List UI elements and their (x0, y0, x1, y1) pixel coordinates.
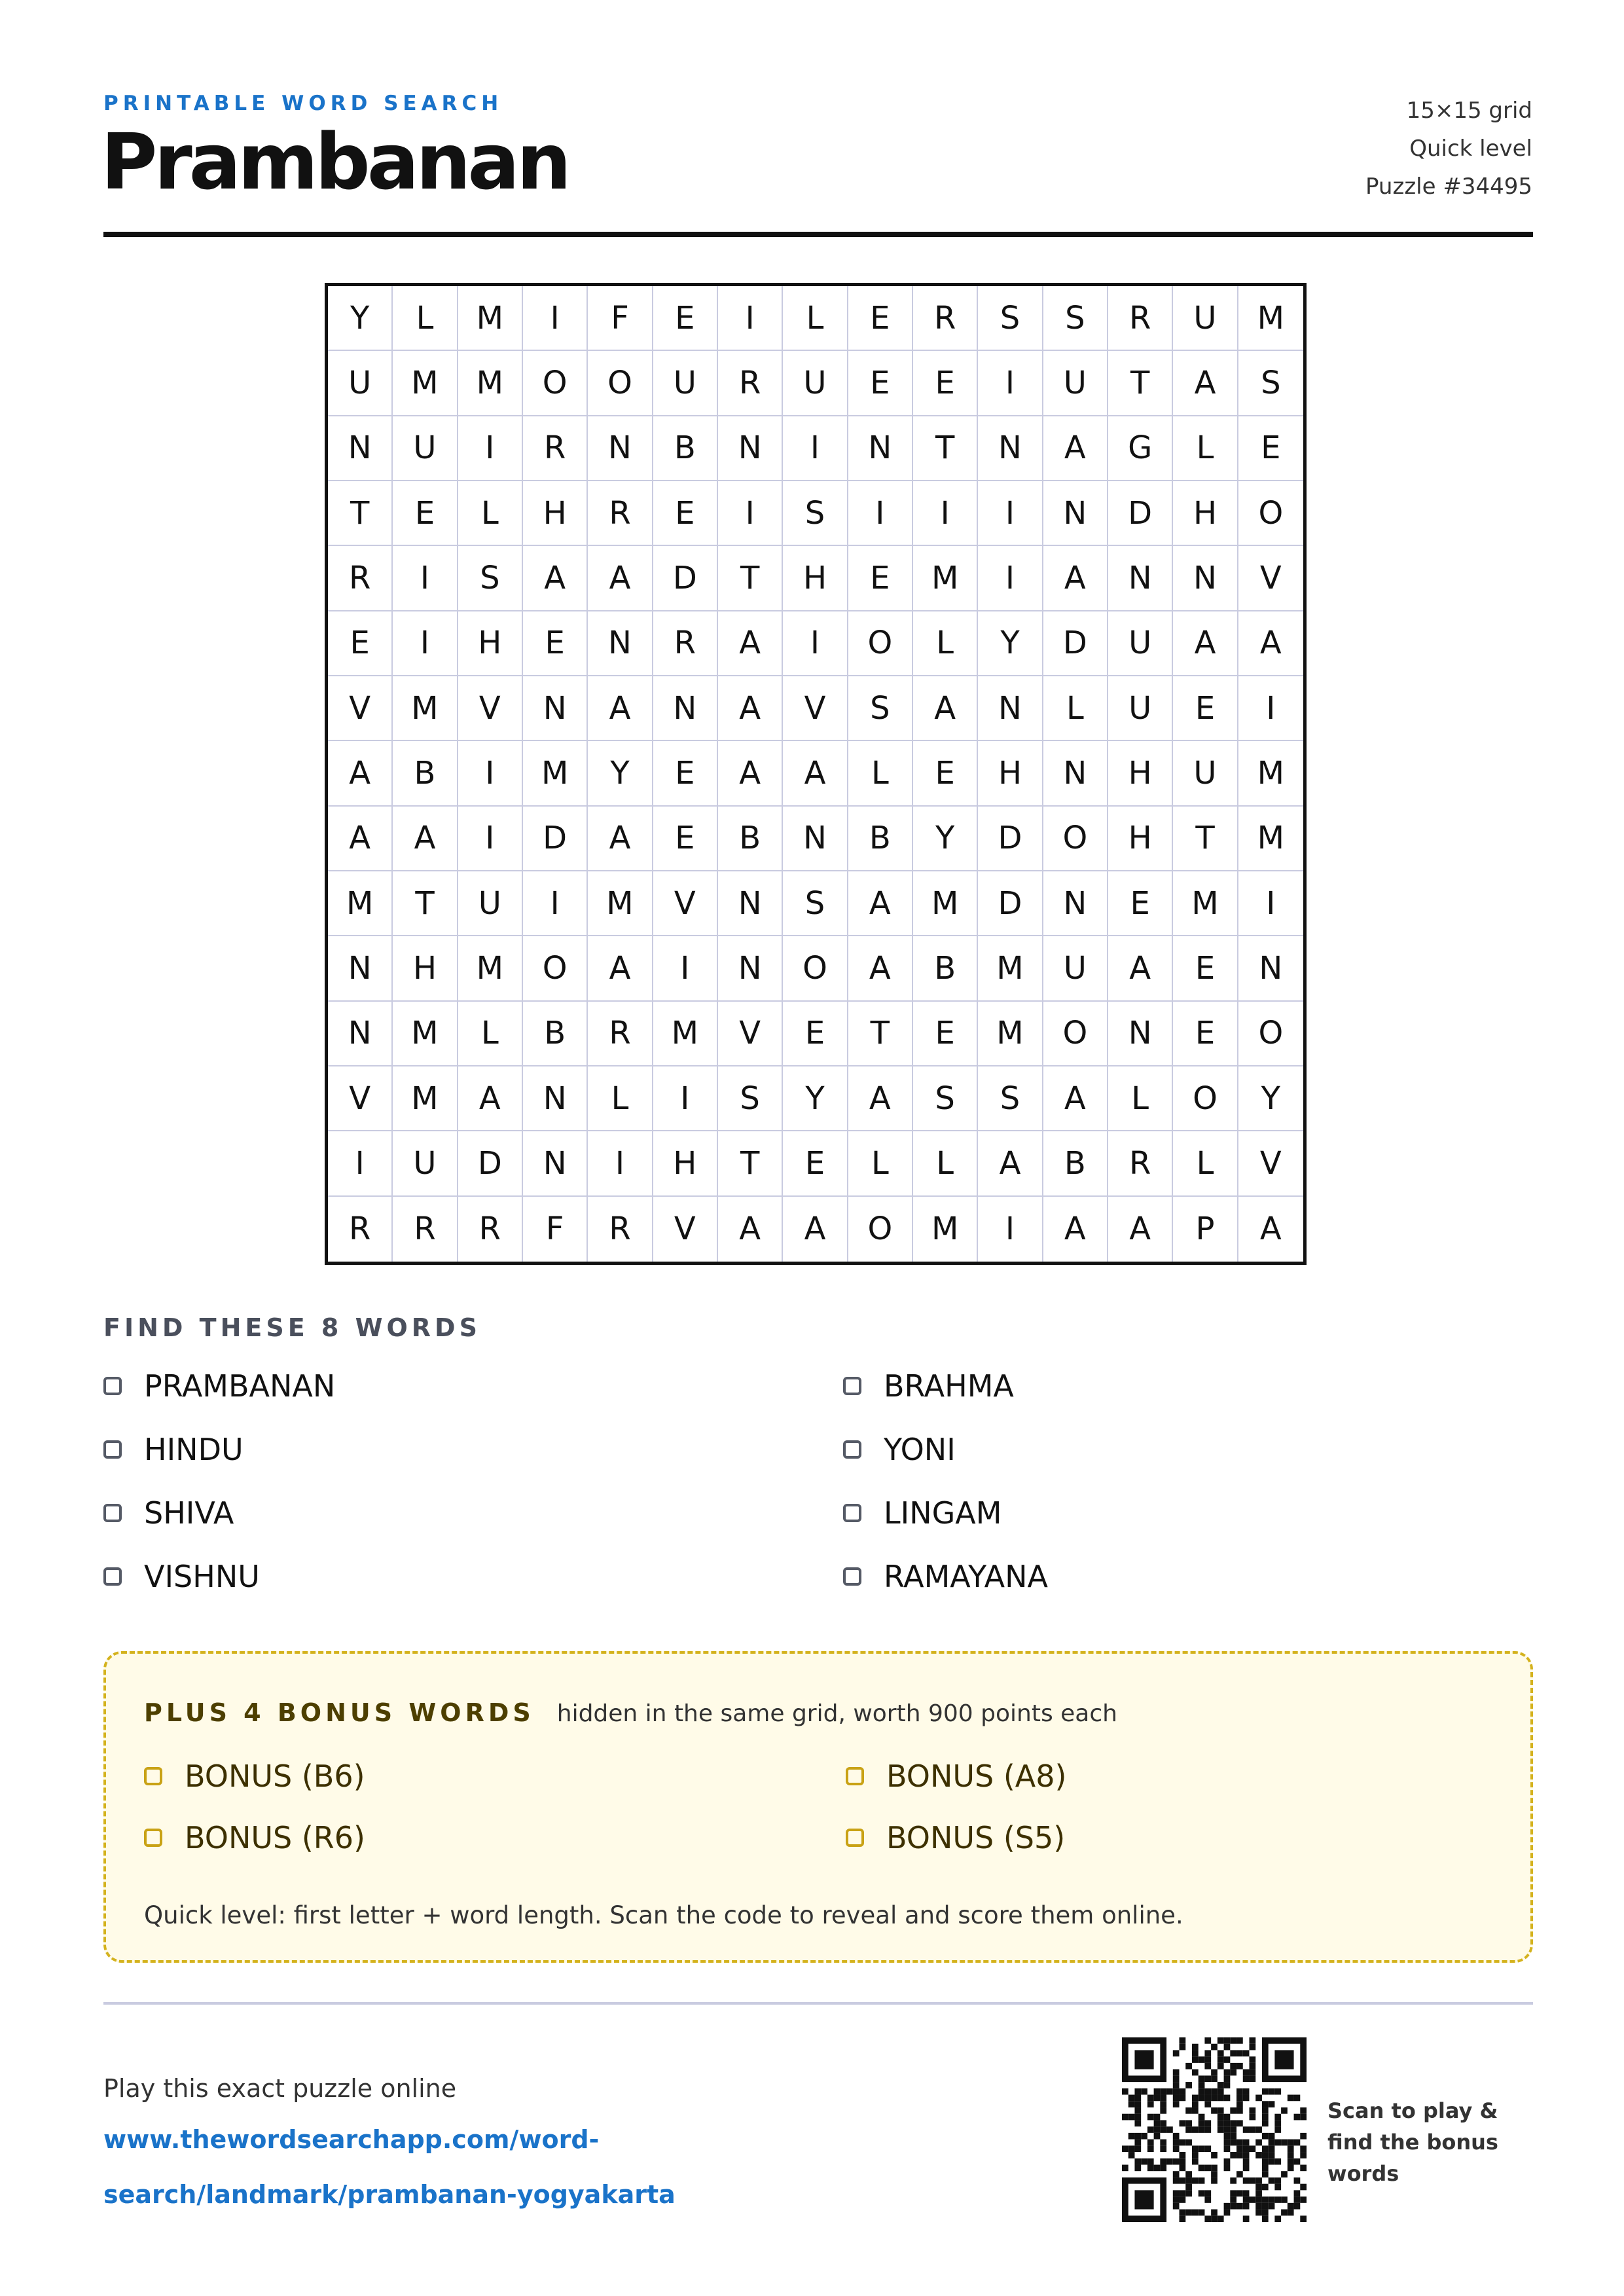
grid-cell[interactable]: D (1108, 481, 1173, 546)
grid-cell[interactable]: M (1238, 286, 1303, 351)
grid-cell[interactable]: T (718, 1131, 783, 1196)
grid-cell[interactable]: D (1043, 611, 1108, 676)
grid-cell[interactable]: F (523, 1197, 588, 1262)
grid-cell[interactable]: H (978, 741, 1043, 806)
grid-cell[interactable]: N (523, 1066, 588, 1131)
grid-cell[interactable]: E (653, 807, 718, 871)
grid-cell[interactable]: I (588, 1131, 653, 1196)
grid-cell[interactable]: V (783, 676, 848, 741)
grid-cell[interactable]: A (328, 807, 393, 871)
word-label: LINGAM (884, 1495, 1002, 1531)
grid-cell[interactable]: O (1043, 807, 1108, 871)
grid-cell[interactable]: Y (783, 1066, 848, 1131)
grid-cell[interactable]: A (1043, 1197, 1108, 1262)
grid-cell[interactable]: V (653, 1197, 718, 1262)
grid-cell[interactable]: L (1108, 1066, 1173, 1131)
word-item[interactable] (843, 1495, 1001, 1531)
grid-cell[interactable]: U (393, 416, 458, 481)
bonus-label: BONUS (B6) (185, 1758, 365, 1794)
grid-cell[interactable]: Y (978, 611, 1043, 676)
checkbox-icon[interactable] (103, 1567, 122, 1586)
grid-cell[interactable]: P (1173, 1197, 1238, 1262)
checkbox-icon[interactable] (103, 1377, 122, 1395)
grid-cell[interactable]: I (458, 807, 523, 871)
grid-cell[interactable]: T (913, 416, 978, 481)
grid-cell[interactable]: I (653, 1066, 718, 1131)
grid-cell[interactable]: N (1108, 546, 1173, 611)
grid-cell[interactable]: N (718, 871, 783, 936)
grid-cell[interactable]: A (328, 741, 393, 806)
word-label: PRAMBANAN (144, 1368, 336, 1404)
grid-cell[interactable]: U (328, 351, 393, 416)
grid-cell[interactable]: A (718, 741, 783, 806)
bonus-label: BONUS (R6) (185, 1820, 365, 1855)
grid-cell[interactable]: N (718, 416, 783, 481)
footer-divider (103, 2002, 1533, 2005)
grid-cell[interactable]: A (1108, 936, 1173, 1001)
grid-cell[interactable]: L (1173, 416, 1238, 481)
grid-cell[interactable]: A (783, 741, 848, 806)
grid-cell[interactable]: N (328, 1002, 393, 1066)
scan-instructions: Scan to play & find the bonus words (1327, 2098, 1498, 2186)
checkbox-icon[interactable] (144, 1829, 162, 1847)
grid-cell[interactable]: I (718, 286, 783, 351)
checkbox-icon[interactable] (843, 1377, 861, 1395)
grid-cell[interactable]: H (523, 481, 588, 546)
grid-cell[interactable]: E (653, 741, 718, 806)
grid-cell[interactable]: N (1173, 546, 1238, 611)
grid-cell[interactable]: L (458, 1002, 523, 1066)
grid-cell[interactable]: H (393, 936, 458, 1001)
grid-cell[interactable]: E (783, 1131, 848, 1196)
grid-cell[interactable]: M (653, 1002, 718, 1066)
grid-cell[interactable]: E (1173, 676, 1238, 741)
grid-cell[interactable]: I (848, 481, 913, 546)
grid-cell[interactable]: I (978, 1197, 1043, 1262)
bonus-item[interactable] (144, 1758, 365, 1794)
grid-cell[interactable]: E (1173, 936, 1238, 1001)
grid-cell[interactable]: U (1173, 741, 1238, 806)
grid-cell[interactable]: T (848, 1002, 913, 1066)
grid-cell[interactable]: S (458, 546, 523, 611)
grid-cell[interactable]: O (1043, 1002, 1108, 1066)
checkbox-icon[interactable] (144, 1767, 162, 1785)
grid-cell[interactable]: L (913, 611, 978, 676)
grid-cell[interactable]: Y (913, 807, 978, 871)
grid-cell[interactable]: U (1173, 286, 1238, 351)
grid-cell[interactable]: R (458, 1197, 523, 1262)
grid-cell[interactable]: T (328, 481, 393, 546)
word-item[interactable] (103, 1559, 260, 1594)
grid-cell[interactable]: N (783, 807, 848, 871)
grid-cell[interactable]: R (1108, 286, 1173, 351)
checkbox-icon[interactable] (846, 1829, 864, 1847)
grid-cell[interactable]: I (913, 481, 978, 546)
grid-cell[interactable]: A (588, 546, 653, 611)
grid-cell[interactable]: N (653, 676, 718, 741)
grid-cell[interactable]: H (653, 1131, 718, 1196)
bonus-item[interactable] (846, 1758, 1066, 1794)
grid-cell[interactable]: M (328, 871, 393, 936)
grid-cell[interactable]: B (523, 1002, 588, 1066)
eyebrow-label: PRINTABLE WORD SEARCH (103, 92, 503, 115)
grid-cell[interactable]: L (1173, 1131, 1238, 1196)
grid-cell[interactable]: B (848, 807, 913, 871)
grid-cell[interactable]: A (718, 611, 783, 676)
grid-cell[interactable]: I (328, 1131, 393, 1196)
grid-cell[interactable]: O (588, 351, 653, 416)
bonus-panel (103, 1651, 1533, 1963)
grid-cell[interactable]: N (1238, 936, 1303, 1001)
grid-cell[interactable]: S (783, 871, 848, 936)
grid-cell[interactable]: A (1043, 1066, 1108, 1131)
grid-cell[interactable]: E (393, 481, 458, 546)
grid-cell[interactable]: O (523, 936, 588, 1001)
grid-cell[interactable]: M (458, 936, 523, 1001)
grid-cell[interactable]: I (653, 936, 718, 1001)
grid-cell[interactable]: M (1238, 807, 1303, 871)
word-label: BRAHMA (884, 1368, 1014, 1404)
grid-cell[interactable]: L (913, 1131, 978, 1196)
grid-cell[interactable]: I (1238, 871, 1303, 936)
grid-cell[interactable]: Y (1238, 1066, 1303, 1131)
grid-cell[interactable]: T (1108, 351, 1173, 416)
bonus-label: BONUS (A8) (886, 1758, 1067, 1794)
grid-cell[interactable]: M (393, 676, 458, 741)
grid-cell[interactable]: N (588, 416, 653, 481)
grid-cell[interactable]: S (913, 1066, 978, 1131)
grid-cell[interactable]: E (523, 611, 588, 676)
grid-cell[interactable]: U (653, 351, 718, 416)
grid-cell[interactable]: R (718, 351, 783, 416)
grid-cell[interactable]: B (653, 416, 718, 481)
grid-cell[interactable]: I (783, 611, 848, 676)
grid-cell[interactable]: R (588, 481, 653, 546)
grid-cell[interactable]: I (523, 871, 588, 936)
grid-cell[interactable]: S (718, 1066, 783, 1131)
grid-cell[interactable]: S (848, 676, 913, 741)
bonus-item[interactable] (144, 1820, 365, 1855)
grid-cell[interactable]: H (1108, 741, 1173, 806)
grid-cell[interactable]: F (588, 286, 653, 351)
grid-cell[interactable]: E (913, 1002, 978, 1066)
grid-cell[interactable]: N (328, 936, 393, 1001)
grid-cell[interactable]: N (588, 611, 653, 676)
bonus-item[interactable] (846, 1820, 1065, 1855)
grid-cell[interactable]: A (393, 807, 458, 871)
bonus-note: Quick level: first letter + word length. Scan the code to reveal and score them online. (144, 1901, 1183, 1929)
grid-cell[interactable]: E (653, 286, 718, 351)
grid-cell[interactable]: H (783, 546, 848, 611)
grid-cell[interactable]: A (458, 1066, 523, 1131)
grid-cell[interactable]: A (1043, 416, 1108, 481)
grid-cell[interactable]: T (718, 546, 783, 611)
grid-cell[interactable]: V (1238, 1131, 1303, 1196)
grid-cell[interactable]: O (1173, 1066, 1238, 1131)
grid-cell[interactable]: M (523, 741, 588, 806)
grid-cell[interactable]: V (328, 1066, 393, 1131)
grid-cell[interactable]: D (458, 1131, 523, 1196)
grid-cell[interactable]: M (393, 351, 458, 416)
grid-cell[interactable]: A (1238, 611, 1303, 676)
grid-cell[interactable]: O (783, 936, 848, 1001)
grid-cell[interactable]: A (913, 676, 978, 741)
grid-cell[interactable]: B (1043, 1131, 1108, 1196)
grid-cell[interactable]: M (1173, 871, 1238, 936)
grid-cell[interactable]: I (978, 481, 1043, 546)
grid-cell[interactable]: M (393, 1066, 458, 1131)
grid-cell[interactable]: R (653, 611, 718, 676)
grid-cell[interactable]: S (978, 1066, 1043, 1131)
grid-cell[interactable]: L (848, 741, 913, 806)
grid-cell[interactable]: R (1108, 1131, 1173, 1196)
grid-cell[interactable]: E (913, 351, 978, 416)
grid-cell[interactable]: L (848, 1131, 913, 1196)
grid-cell[interactable]: A (1043, 546, 1108, 611)
grid-cell[interactable]: A (978, 1131, 1043, 1196)
grid-cell[interactable]: O (523, 351, 588, 416)
grid-cell[interactable]: A (1108, 1197, 1173, 1262)
grid-cell[interactable]: N (1043, 481, 1108, 546)
grid-cell[interactable]: V (458, 676, 523, 741)
grid-cell[interactable]: E (848, 351, 913, 416)
grid-cell[interactable]: A (848, 1066, 913, 1131)
checkbox-icon[interactable] (103, 1440, 122, 1459)
grid-cell[interactable]: A (523, 546, 588, 611)
play-online-label: Play this exact puzzle online (103, 2074, 457, 2103)
grid-cell[interactable]: N (523, 676, 588, 741)
grid-cell[interactable]: A (588, 676, 653, 741)
grid-cell[interactable]: L (588, 1066, 653, 1131)
grid-cell[interactable]: A (588, 807, 653, 871)
grid-cell[interactable]: B (393, 741, 458, 806)
grid-cell[interactable]: E (1173, 1002, 1238, 1066)
grid-cell[interactable]: M (913, 871, 978, 936)
grid-cell[interactable]: E (653, 481, 718, 546)
grid-cell[interactable]: D (523, 807, 588, 871)
grid-cell[interactable]: T (393, 871, 458, 936)
grid-cell[interactable]: M (978, 936, 1043, 1001)
grid-cell[interactable]: L (458, 481, 523, 546)
grid-cell[interactable]: L (783, 286, 848, 351)
grid-cell[interactable]: H (1108, 807, 1173, 871)
bonus-header (144, 1698, 1117, 1727)
checkbox-icon[interactable] (843, 1504, 861, 1522)
grid-cell[interactable]: U (1108, 676, 1173, 741)
puzzle-meta (1365, 92, 1532, 206)
grid-cell[interactable]: A (718, 1197, 783, 1262)
grid-cell[interactable]: N (718, 936, 783, 1001)
grid-cell[interactable]: N (328, 416, 393, 481)
grid-cell[interactable]: A (1259, 1211, 1282, 1248)
grid-cell[interactable]: D (978, 871, 1043, 936)
grid-cell[interactable]: M (913, 546, 978, 611)
grid-cell[interactable]: V (718, 1002, 783, 1066)
grid-cell[interactable]: M (393, 1002, 458, 1066)
level-text: Quick level (1409, 136, 1532, 162)
grid-cell[interactable]: I (783, 416, 848, 481)
grid-cell[interactable]: I (1238, 676, 1303, 741)
grid-cell[interactable]: S (1238, 351, 1303, 416)
grid-cell[interactable]: N (978, 416, 1043, 481)
grid-cell[interactable]: N (1043, 741, 1108, 806)
grid-cell[interactable]: M (458, 351, 523, 416)
word-label: RAMAYANA (884, 1559, 1049, 1594)
word-item[interactable] (103, 1495, 234, 1531)
grid-cell[interactable]: E (1238, 416, 1303, 481)
grid-cell[interactable]: A (588, 936, 653, 1001)
grid-cell[interactable]: E (783, 1002, 848, 1066)
grid-cell[interactable]: A (718, 676, 783, 741)
grid-cell[interactable]: T (1173, 807, 1238, 871)
grid-cell[interactable]: O (848, 611, 913, 676)
grid-cell[interactable]: R (913, 286, 978, 351)
letter-grid (325, 283, 1307, 1265)
grid-cell[interactable]: I (718, 481, 783, 546)
puzzle-link[interactable]: www.thewordsearchapp.com/word-search/landmark/prambanan-yogyakarta (103, 2125, 676, 2209)
grid-cell[interactable]: L (1043, 676, 1108, 741)
grid-cell[interactable]: L (393, 286, 458, 351)
word-item[interactable] (843, 1432, 956, 1467)
grid-cell[interactable]: A (783, 1197, 848, 1262)
grid-cell[interactable]: I (523, 286, 588, 351)
grid-cell[interactable]: G (1108, 416, 1173, 481)
page-title: Prambanan (101, 117, 568, 207)
grid-cell[interactable]: B (718, 807, 783, 871)
header-divider (103, 232, 1533, 237)
checkbox-icon[interactable] (843, 1567, 861, 1586)
word-label: VISHNU (144, 1559, 260, 1594)
grid-cell[interactable]: U (1043, 351, 1108, 416)
grid-cell[interactable]: U (783, 351, 848, 416)
grid-cell[interactable]: E (848, 286, 913, 351)
grid-size-text: 15×15 grid (1406, 98, 1532, 124)
grid-cell[interactable]: N (523, 1131, 588, 1196)
checkbox-icon[interactable] (103, 1504, 122, 1522)
grid-cell[interactable]: U (458, 871, 523, 936)
grid-cell[interactable]: I (978, 351, 1043, 416)
grid-cell[interactable]: S (978, 286, 1043, 351)
checkbox-icon[interactable] (846, 1767, 864, 1785)
grid-cell[interactable]: B (913, 936, 978, 1001)
find-words-heading: FIND THESE 8 WORDS (103, 1313, 481, 1342)
bonus-title: PLUS 4 BONUS WORDS (144, 1698, 535, 1727)
grid-cell[interactable]: I (458, 741, 523, 806)
grid-cell[interactable]: R (393, 1197, 458, 1262)
grid-cell[interactable]: V (328, 676, 393, 741)
grid-cell[interactable]: E (913, 741, 978, 806)
grid-cell[interactable]: N (848, 416, 913, 481)
grid-cell[interactable]: A (848, 936, 913, 1001)
grid-cell[interactable]: S (1043, 286, 1108, 351)
grid-cell[interactable]: H (458, 611, 523, 676)
grid-cell[interactable]: U (1108, 611, 1173, 676)
word-label: HINDU (144, 1432, 244, 1467)
grid-cell[interactable]: O (1238, 1002, 1303, 1066)
word-item[interactable] (103, 1368, 335, 1404)
word-item[interactable] (103, 1432, 244, 1467)
grid-cell[interactable]: U (393, 1131, 458, 1196)
word-label: SHIVA (144, 1495, 234, 1531)
grid-cell[interactable]: I (393, 611, 458, 676)
grid-cell[interactable]: N (1043, 871, 1108, 936)
grid-cell[interactable]: M (458, 286, 523, 351)
grid-cell[interactable]: N (1108, 1002, 1173, 1066)
grid-cell[interactable]: V (653, 871, 718, 936)
grid-cell[interactable]: A (1173, 351, 1238, 416)
grid-cell[interactable]: O (848, 1197, 913, 1262)
grid-cell[interactable]: E (328, 611, 393, 676)
grid-cell[interactable]: M (913, 1197, 978, 1262)
grid-cell[interactable]: V (1238, 546, 1303, 611)
grid-cell[interactable]: M (1238, 741, 1303, 806)
grid-cell[interactable]: R (523, 416, 588, 481)
grid-cell[interactable]: M (978, 1002, 1043, 1066)
bonus-label: BONUS (S5) (886, 1820, 1066, 1855)
grid-cell[interactable]: R (328, 1197, 393, 1262)
grid-cell[interactable]: Y (328, 286, 393, 351)
grid-cell[interactable]: D (653, 546, 718, 611)
grid-cell[interactable]: I (978, 546, 1043, 611)
word-item[interactable] (843, 1559, 1048, 1594)
word-label: YONI (884, 1432, 956, 1467)
grid-cell[interactable]: Y (588, 741, 653, 806)
grid-cell[interactable]: M (588, 871, 653, 936)
grid-cell[interactable]: R (588, 1002, 653, 1066)
puzzle-number-text: Puzzle #34495 (1365, 173, 1532, 200)
grid-cell[interactable]: R (328, 546, 393, 611)
grid-cell[interactable]: U (1043, 936, 1108, 1001)
grid-cell[interactable]: O (1238, 481, 1303, 546)
grid-cell[interactable]: R (588, 1197, 653, 1262)
grid-cell[interactable]: A (1173, 611, 1238, 676)
word-item[interactable] (843, 1368, 1014, 1404)
grid-cell[interactable]: D (978, 807, 1043, 871)
bonus-subtitle: hidden in the same grid, worth 900 points each (556, 1700, 1117, 1727)
checkbox-icon[interactable] (843, 1440, 861, 1459)
grid-cell[interactable]: N (978, 676, 1043, 741)
qr-code-icon[interactable] (1122, 2037, 1307, 2222)
grid-cell[interactable]: I (458, 416, 523, 481)
grid-cell[interactable]: H (1173, 481, 1238, 546)
grid-cell[interactable]: I (393, 546, 458, 611)
grid-cell[interactable]: A (848, 871, 913, 936)
grid-cell[interactable]: S (783, 481, 848, 546)
grid-cell[interactable]: E (848, 546, 913, 611)
grid-cell[interactable]: E (1108, 871, 1173, 936)
